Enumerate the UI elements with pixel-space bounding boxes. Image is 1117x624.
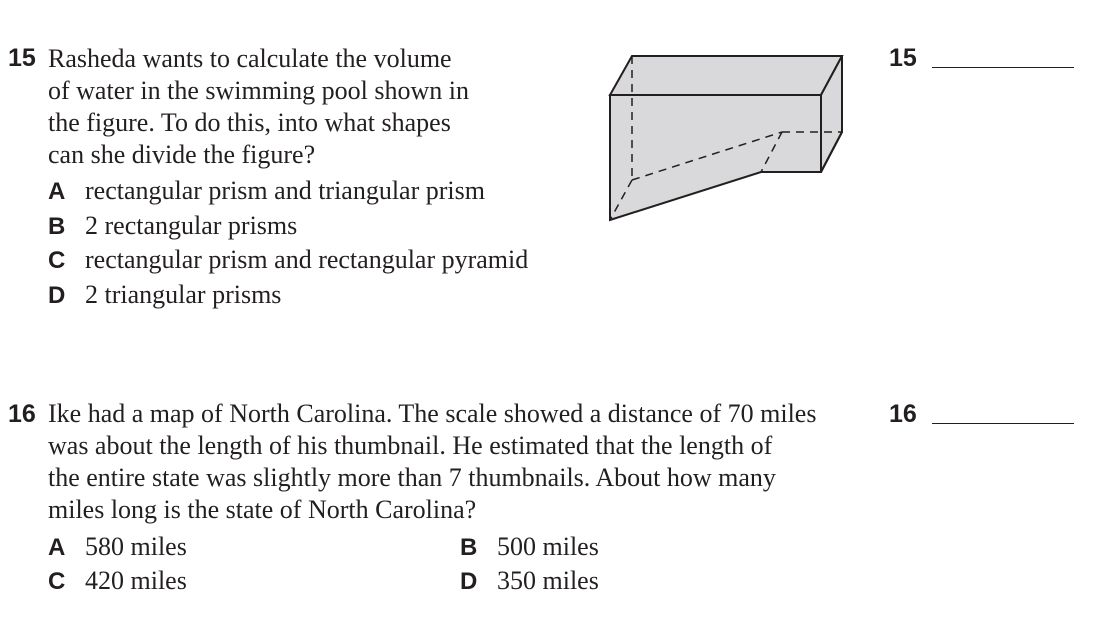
answer-blank-line[interactable] [932, 423, 1074, 424]
choice-text: 580 miles [85, 532, 187, 561]
answer-choice-b[interactable] [48, 210, 297, 246]
swimming-pool-figure [606, 52, 846, 227]
choice-text: 2 rectangular prisms [85, 211, 298, 240]
answer-choice-c[interactable] [48, 244, 528, 280]
choice-text: 350 miles [497, 566, 599, 595]
question-text-line: Ike had a map of North Carolina. The scale showed a distance of 70 miles [48, 399, 817, 428]
answer-choice-c[interactable] [48, 565, 187, 601]
answer-choice-d[interactable] [48, 279, 281, 315]
choice-text: 2 triangular prisms [85, 280, 282, 309]
question-text-line: was about the length of his thumbnail. He estimated that the length of [48, 431, 773, 460]
choice-letter: C [48, 247, 66, 274]
choice-text: rectangular prism and triangular prism [85, 176, 485, 205]
answer-choice-a[interactable] [48, 531, 187, 567]
question-number: 16 [8, 400, 36, 428]
choice-text: 420 miles [85, 566, 187, 595]
choice-text: 500 miles [497, 532, 599, 561]
choice-letter: B [460, 534, 478, 561]
pool-front-face [610, 95, 821, 220]
question-number: 15 [8, 44, 36, 72]
choice-letter: A [48, 178, 66, 205]
answer-choice-a[interactable] [48, 175, 485, 211]
question-text-line: the figure. To do this, into what shapes [48, 108, 451, 137]
answer-blank-label: 15 [889, 44, 917, 72]
question-text-line: miles long is the state of North Carolina? [48, 495, 477, 524]
question-text-line: of water in the swimming pool shown in [48, 76, 470, 105]
choice-letter: C [48, 568, 66, 595]
choice-letter: D [48, 282, 66, 309]
answer-blank-label: 16 [889, 400, 917, 428]
answer-choice-b[interactable] [460, 531, 599, 567]
choice-letter: A [48, 534, 66, 561]
choice-letter: B [48, 213, 66, 240]
pool-top-face [610, 56, 842, 95]
question-text-line: the entire state was slightly more than 7 thumbnails. About how many [48, 463, 776, 492]
choice-letter: D [460, 568, 478, 595]
question-text-line: can she divide the figure? [48, 140, 316, 169]
question-text-line: Rasheda wants to calculate the volume [48, 44, 452, 73]
choice-text: rectangular prism and rectangular pyramid [85, 245, 529, 274]
answer-choice-d[interactable] [460, 565, 599, 601]
answer-blank-line[interactable] [932, 67, 1074, 68]
